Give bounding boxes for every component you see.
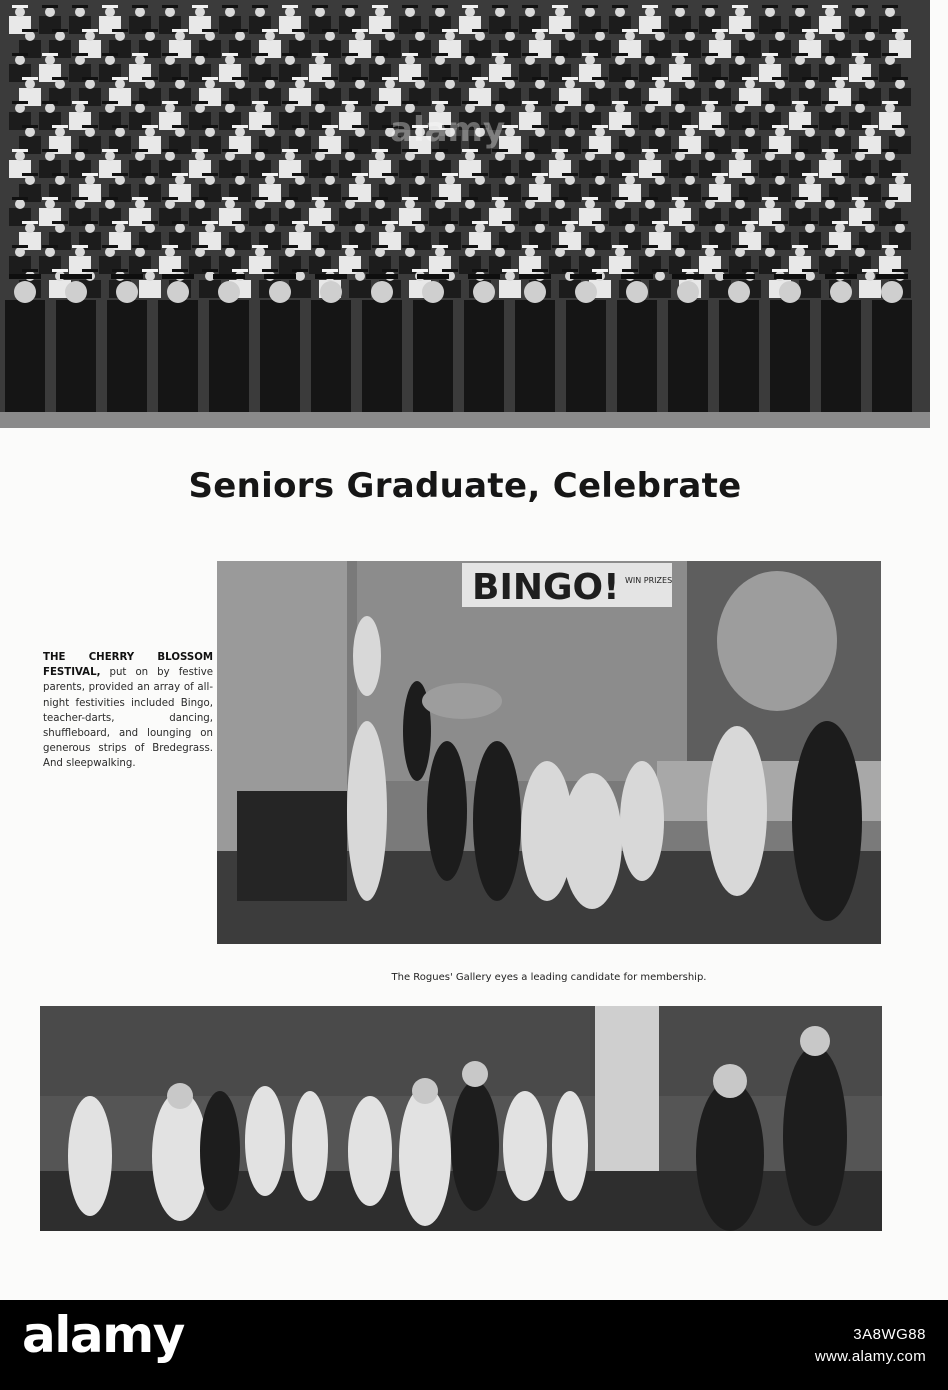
festival-photo-caption: The Rogues' Gallery eyes a leading candidate for membership.: [391, 972, 707, 983]
festival-photo: [217, 561, 881, 944]
crowd-photo: [40, 1006, 882, 1231]
side-caption-lead: THE CHERRY BLOSSOM FESTIVAL,: [43, 652, 213, 679]
image-id: 3A8WG88: [853, 1326, 926, 1343]
page-title: Seniors Graduate, Celebrate: [188, 466, 742, 506]
alamy-url[interactable]: www.alamy.com: [814, 1348, 926, 1365]
alamy-watermark: alamy: [390, 110, 506, 150]
alamy-logo: alamy: [22, 1306, 184, 1364]
festival-photo-image: [217, 561, 881, 944]
graduates-photo: [0, 0, 930, 428]
bingo-banner-text: BINGO!: [472, 567, 620, 608]
bingo-banner-small-text: WIN PRIZES: [625, 576, 673, 585]
graduates-photo-image: [0, 0, 930, 428]
side-caption: [43, 650, 213, 772]
crowd-photo-image: [40, 1006, 882, 1231]
side-caption-body: put on by festive parents, provided an array of all-night festivities included Bingo, teacher-darts, dancing, shuffleboard, and lounging on generous strips of Bredegrass. And sleepwalking.: [43, 667, 213, 770]
